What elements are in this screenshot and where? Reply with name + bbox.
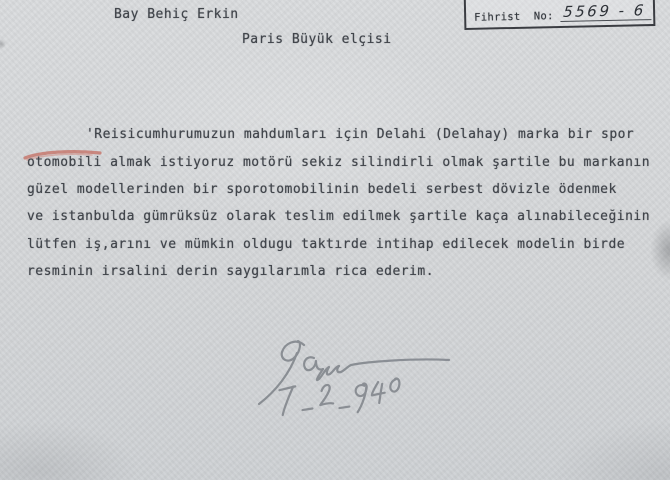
fihrist-stamp-box <box>464 0 656 30</box>
body-line: resminin irsalini derin saygılarımla rica ederim. <box>27 264 435 279</box>
date-handwriting <box>265 373 417 426</box>
recipient-name: Bay Behiç Erkin <box>114 7 239 22</box>
body-line: güzel modellerinden bir sporotomobilinin bedeli serbest dövizle ödenmek <box>27 182 617 197</box>
body-line: ve istanbulda gümrüksüz olarak teslim edilmek şartile kaça alınabileceğinin <box>27 209 650 224</box>
body-line: otomobili almak istiyoruz motörü sekiz silindirli olmak şartile bu markanın <box>27 155 650 170</box>
body-line: 'Reisicumhurumuzun mahdumları için Delahi (Delahay) marka bir spor <box>86 127 635 142</box>
fihrist-label: Fihrist No: <box>474 10 554 24</box>
fihrist-number: 5569 - 6 <box>561 3 653 22</box>
body-line: lütfen iş,arını ve mümkin oldugu taktırde intihap edilecek modelin birde <box>27 237 626 252</box>
recipient-title: Paris Büyük elçisi <box>242 32 392 47</box>
